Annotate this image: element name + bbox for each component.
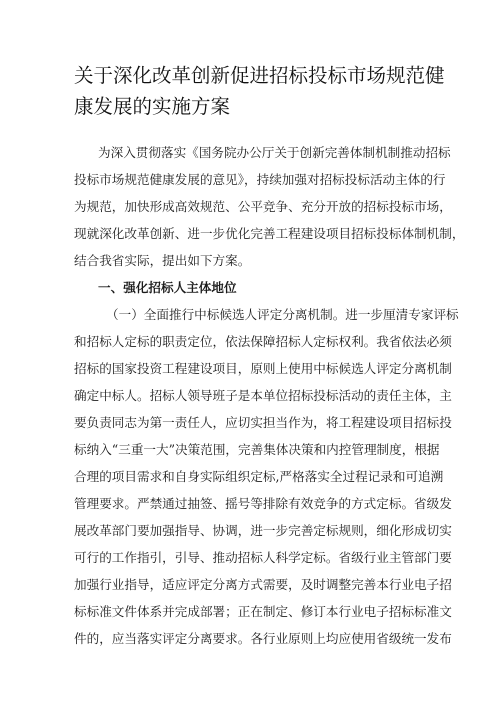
section-1-line-1: （一）全面推行中标候选人评定分离机制。进一步厘清专家评标 [106, 307, 459, 322]
intro-line-4: 现就深化改革创新、进一步优化完善工程建设项目招标投标体制机制， [74, 226, 465, 241]
section-1-line-10: 可行的工作指引，引导、推动招标人科学定标。省级行业主管部门要 [74, 550, 452, 565]
section-1-line-9: 展改革部门要加强指导、协调，进一步完善定标规则，细化形成切实 [74, 523, 452, 538]
section-1-line-2: 和招标人定标的职责定位，依法保障招标人定标权利。我省依法必须 [74, 334, 452, 349]
section-1-line-7: 合理的项目需求和自身实际组织定标,严格落实全过程记录和可追溯 [74, 469, 444, 484]
section-1-heading: 一、强化招标人主体地位 [98, 280, 237, 295]
intro-line-5: 结合我省实际，提出如下方案。 [74, 253, 251, 268]
section-1-line-3: 招标的国家投资工程建设项目，原则上使用中标候选人评定分离机制 [74, 361, 452, 376]
section-1-line-11: 加强行业指导，适应评定分离方式需要，及时调整完善本行业电子招 [74, 577, 452, 592]
intro-line-3: 为规范，加快形成高效规范、公平竞争、充分开放的招标投标市场， [74, 199, 452, 214]
section-1-line-6: 标纳入“三重一大”决策范围，完善集体决策和内控管理制度，根据 [74, 442, 440, 457]
section-1-line-4: 确定中标人。招标人领导班子是本单位招标投标活动的责任主体，主 [74, 388, 452, 403]
section-1-line-13: 件的，应当落实评定分离要求。各行业原则上均应使用省级统一发布 [74, 631, 452, 646]
document-title [74, 60, 445, 122]
intro-line-1: 为深入贯彻落实《国务院办公厅关于创新完善体制机制推动招标 [98, 145, 451, 160]
section-1-line-5: 要负责同志为第一责任人，应切实担当作为，将工程建设项目招标投 [74, 415, 452, 430]
intro-line-2: 投标市场规范健康发展的意见》，持续加强对招标投标活动主体的行 [74, 172, 446, 187]
section-1-line-8: 管理要求。严禁通过抽签、摇号等排除有效竞争的方式定标。省级发 [74, 496, 452, 511]
section-1-line-12: 标标准文件体系并完成部署；正在制定、修订本行业电子招标标准文 [74, 604, 452, 619]
title-line-1: 关于深化改革创新促进招标投标市场规范健 [74, 64, 445, 87]
title-line-2: 康发展的实施方案 [74, 95, 231, 118]
